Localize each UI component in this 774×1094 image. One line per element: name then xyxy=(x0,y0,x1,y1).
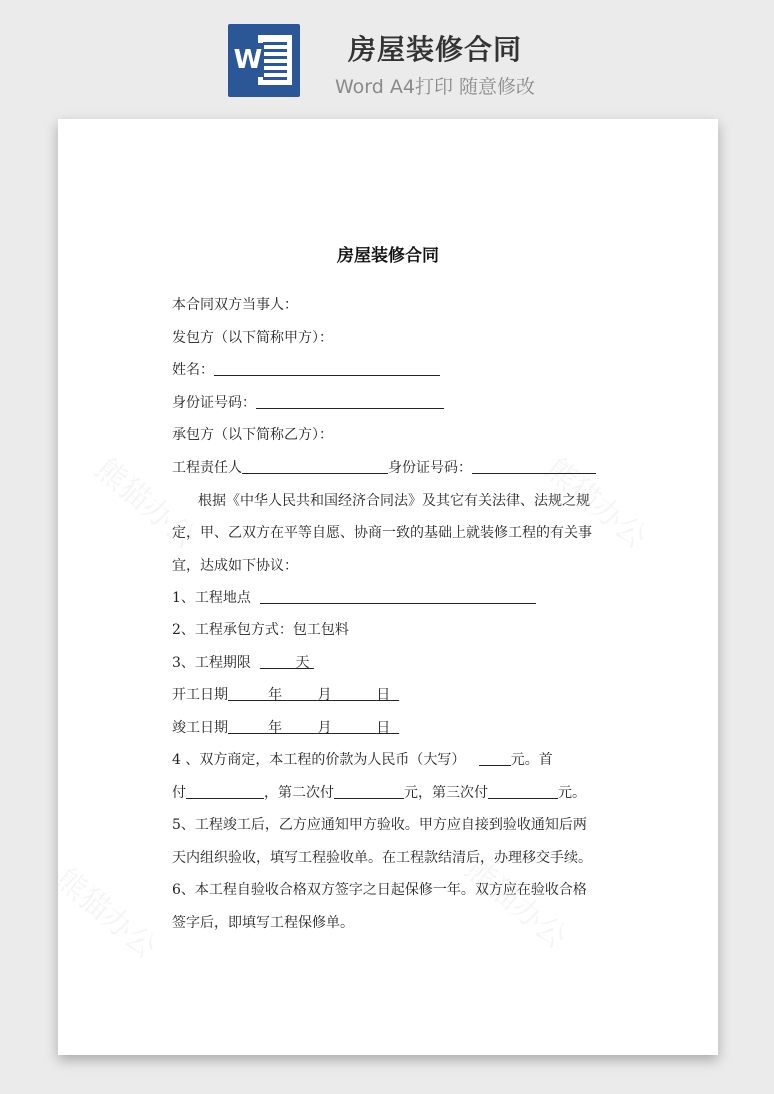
item-acceptance: 5、工程竣工后，乙方应通知甲方验收。甲方应自接到验收通知后两 xyxy=(172,817,587,833)
pay-first-blank[interactable] xyxy=(186,784,264,799)
banner-subtitle: Word A4打印 随意修改 xyxy=(334,76,535,98)
period-blank[interactable] xyxy=(260,655,314,671)
end-date-label: 竣工日期 xyxy=(172,720,228,736)
item-site xyxy=(172,588,536,608)
site-blank[interactable] xyxy=(260,589,536,604)
banner-title: 房屋装修合同 xyxy=(347,33,522,66)
preamble-line: 宜，达成如下协议： xyxy=(172,558,298,574)
document-title: 房屋装修合同 xyxy=(337,246,439,266)
word-icon xyxy=(228,24,300,97)
engineer-id-label: 身份证号码： xyxy=(388,460,472,476)
preamble-line: 定，甲、乙双方在平等自愿、协商一致的基础上就装修工程的有关事 xyxy=(172,525,592,541)
period-label: 3、工程期限 xyxy=(172,655,251,671)
pay-end-label: 元。 xyxy=(558,785,586,801)
item-price xyxy=(172,750,553,770)
pay-second-blank[interactable] xyxy=(334,784,404,799)
month-label: 月 xyxy=(317,687,332,703)
word-letter: W xyxy=(233,45,263,75)
item-warranty: 签字后，即填写工程保修单。 xyxy=(172,915,354,931)
year-label: 年 xyxy=(268,687,283,703)
party-b-label: 承包方（以下简称乙方）： xyxy=(172,427,333,443)
year-label: 年 xyxy=(268,720,283,736)
name-line xyxy=(172,360,440,380)
month-label: 月 xyxy=(317,720,332,736)
preamble-line: 根据《中华人民共和国经济合同法》及其它有关法律、法规之规 xyxy=(198,493,590,509)
party-a-label: 发包方（以下简称甲方）： xyxy=(172,330,333,346)
id-blank[interactable] xyxy=(256,394,444,409)
end-date-blank[interactable] xyxy=(228,720,399,736)
price-text: 4 、双方商定，本工程的价款为人民币（大写） xyxy=(172,752,466,768)
id-label: 身份证号码： xyxy=(172,395,256,411)
payment-line xyxy=(172,783,586,803)
item-site-label: 1、工程地点 xyxy=(172,590,251,606)
id-line xyxy=(172,393,444,413)
parties-intro: 本合同双方当事人： xyxy=(172,297,298,313)
pay-third-blank[interactable] xyxy=(488,784,558,799)
name-blank[interactable] xyxy=(214,361,440,376)
name-label: 姓名： xyxy=(172,362,214,378)
engineer-line xyxy=(172,458,596,478)
end-date-line xyxy=(172,718,399,738)
watermark xyxy=(58,856,168,967)
document-page xyxy=(58,119,718,1055)
engineer-blank[interactable] xyxy=(242,459,388,474)
period-unit: 天 xyxy=(295,655,310,671)
pay-second-label: ，第二次付 xyxy=(264,785,334,801)
banner xyxy=(0,0,774,115)
start-date-label: 开工日期 xyxy=(172,687,228,703)
start-date-line xyxy=(172,685,399,705)
start-date-blank[interactable] xyxy=(228,687,399,703)
item-acceptance: 天内组织验收，填写工程验收单。在工程款结清后，办理移交手续。 xyxy=(172,850,592,866)
price-unit: 元。首 xyxy=(510,752,553,768)
engineer-label: 工程责任人 xyxy=(172,460,242,476)
pay-first-label: 付 xyxy=(172,785,186,801)
day-label: 日 xyxy=(376,720,391,736)
item-warranty: 6、本工程自验收合格双方签字之日起保修一年。双方应在验收合格 xyxy=(172,882,587,898)
item-period xyxy=(172,653,314,673)
item-contract-mode: 2、工程承包方式：包工包料 xyxy=(172,622,349,638)
price-blank[interactable] xyxy=(479,751,511,766)
pay-third-label: 元，第三次付 xyxy=(404,785,488,801)
engineer-id-blank[interactable] xyxy=(472,459,596,474)
day-label: 日 xyxy=(376,687,391,703)
